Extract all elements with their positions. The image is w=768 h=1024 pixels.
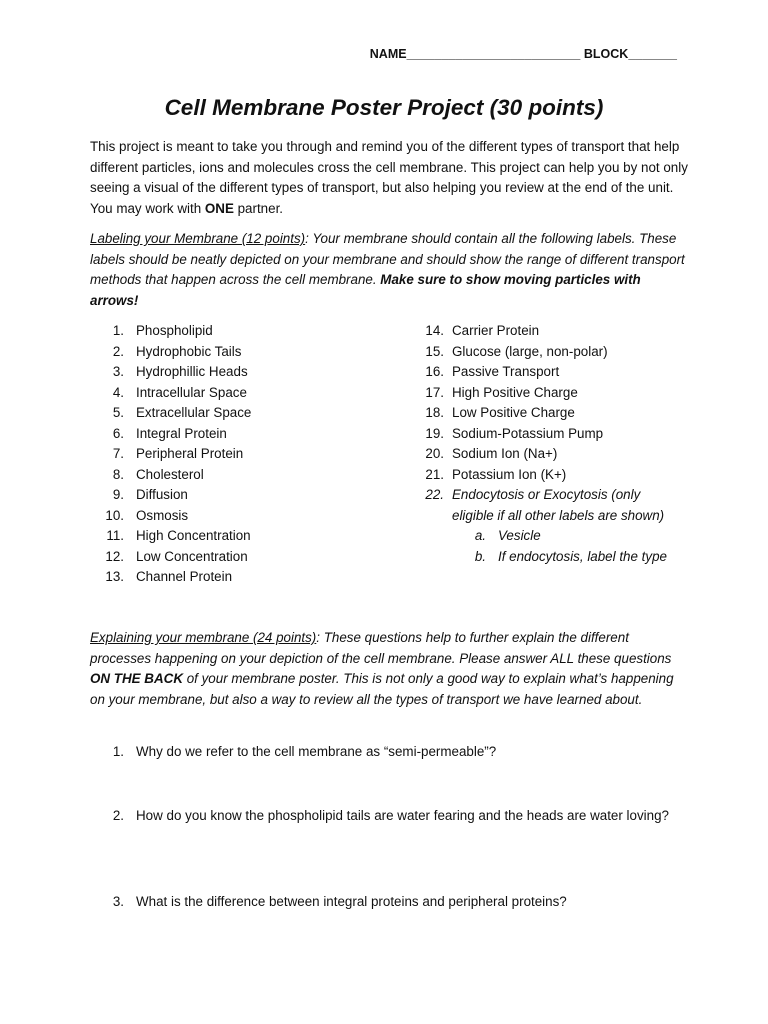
sub-item-letter: a.	[474, 528, 486, 543]
page-title: Cell Membrane Poster Project (30 points)	[164, 95, 604, 120]
list-item	[90, 526, 410, 547]
item-text: Low Concentration	[136, 548, 248, 564]
item-text: Passive Transport	[452, 364, 560, 379]
list-item	[394, 485, 704, 506]
sub-item-text: If endocytosis, label the type	[498, 548, 667, 564]
sub-list	[394, 526, 704, 567]
item-number: 14.	[425, 323, 444, 338]
labeling-paragraph	[90, 229, 690, 311]
item-number: 11.	[106, 528, 124, 543]
list-item	[90, 465, 410, 486]
list-item	[394, 424, 704, 445]
sub-list-item	[394, 526, 704, 547]
question-item	[90, 891, 690, 913]
item-text: Glucose (large, non-polar)	[452, 343, 608, 359]
sub-list-items	[394, 526, 704, 567]
item-text: Carrier Protein	[452, 323, 540, 338]
item-number: 2.	[112, 343, 124, 359]
list-item	[90, 506, 410, 527]
item-text: Extracellular Space	[136, 405, 252, 420]
name-blank: _________________________	[406, 47, 581, 61]
explaining-paragraph	[90, 628, 690, 710]
item-number: 1.	[112, 323, 124, 338]
labels-list-left	[90, 321, 410, 588]
item-number: 7.	[112, 446, 124, 461]
item-text: Channel Protein	[136, 569, 233, 584]
question-text: How do you know the phospholipid tails are water fearing and the heads are water loving?	[136, 808, 669, 823]
item-text: Hydrophillic Heads	[136, 364, 248, 379]
item-number: 9.	[112, 487, 124, 502]
list-item	[90, 444, 410, 465]
list-item	[90, 547, 410, 568]
labels-list-right	[394, 321, 704, 567]
item-number: 20.	[425, 446, 444, 461]
explaining-heading: Explaining your membrane (24 points)	[90, 630, 317, 645]
item-number: 5.	[112, 405, 124, 420]
question-item	[90, 741, 690, 763]
intro-bold: ONE	[204, 200, 234, 216]
item-number: 10.	[105, 507, 124, 523]
item-text: High Positive Charge	[452, 384, 578, 400]
sub-list-item	[394, 547, 704, 568]
explaining-text: : These questions help to further explain the different processes happening on your depiction of the cell membrane. Please answer ALL these questions	[90, 630, 672, 666]
labeling-text: : Your membrane should contain all the following labels. These labels should be neatly depicted on your membrane and should show the range of different transport methods that happen across the cell membrane.	[90, 231, 685, 287]
sub-item-text: Vesicle	[498, 528, 541, 543]
item-text: Low Positive Charge	[452, 405, 575, 420]
list-item	[90, 383, 410, 404]
item-number: 17.	[425, 384, 444, 400]
item-text: Potassium Ion (K+)	[452, 466, 567, 482]
list-item	[90, 362, 410, 383]
item-text: Diffusion	[136, 487, 188, 502]
item-number: 12.	[105, 548, 124, 564]
block-label: BLOCK	[583, 47, 629, 61]
list-item	[394, 362, 704, 383]
list-item	[90, 321, 410, 342]
item-number: 13.	[105, 569, 124, 584]
item-text: Cholesterol	[136, 466, 204, 482]
item-number: 22.	[425, 487, 444, 502]
list-item-continuation	[394, 506, 704, 527]
question-number: 1.	[112, 744, 124, 759]
item-number: 6.	[112, 425, 124, 441]
list-item	[90, 342, 410, 363]
item-text: Sodium Ion (Na+)	[452, 446, 558, 461]
list-item	[394, 403, 704, 424]
item-number: 21.	[425, 466, 444, 482]
item-text: Phospholipid	[136, 323, 213, 338]
item-text: Peripheral Protein	[136, 446, 244, 461]
explaining-bold: ON THE BACK	[90, 671, 183, 686]
item-number: 4.	[112, 384, 124, 400]
sub-item-letter: b.	[474, 548, 486, 564]
intro-text-end: partner.	[233, 200, 284, 216]
intro-text: This project is meant to take you through and remind you of the different types of transport that help different particles, ions and molecules cross the cell membrane. This project can help you by not only seeing a visual of the different types of transport, but also helping you review at the end of the unit. You may work with	[90, 139, 688, 216]
item-text-continued: eligible if all other labels are shown)	[452, 507, 665, 523]
explaining-text-end: of your membrane poster. This is not only a good way to explain what’s happening on your membrane, but also a way to review all the types of transport we have learned about.	[90, 671, 674, 707]
question-item	[90, 805, 690, 827]
question-number: 2.	[112, 808, 124, 823]
list-item	[394, 383, 704, 404]
item-number: 3.	[112, 364, 124, 379]
item-number: 19.	[425, 425, 444, 441]
question-text: What is the difference between integral proteins and peripheral proteins?	[136, 894, 567, 909]
list-item	[90, 485, 410, 506]
name-label: NAME	[369, 47, 407, 61]
item-text: Integral Protein	[136, 425, 227, 441]
item-text: Hydrophobic Tails	[136, 343, 242, 359]
list-item	[90, 567, 410, 588]
item-text: Osmosis	[136, 507, 189, 523]
item-text: Intracellular Space	[136, 384, 247, 400]
labeling-heading: Labeling your Membrane (12 points)	[90, 231, 306, 246]
intro-paragraph	[90, 137, 690, 219]
block-blank: _______	[628, 47, 677, 61]
item-number: 18.	[425, 405, 444, 420]
list-item	[394, 465, 704, 486]
item-text: High Concentration	[136, 528, 251, 543]
name-block-line	[370, 47, 677, 61]
labeling-bold: Make sure to show moving particles with arrows!	[90, 272, 641, 308]
list-item	[394, 342, 704, 363]
item-number: 16.	[425, 364, 444, 379]
item-text: Sodium-Potassium Pump	[452, 425, 604, 441]
item-number: 8.	[112, 466, 124, 482]
question-text: Why do we refer to the cell membrane as “semi-permeable”?	[136, 744, 497, 759]
question-number: 3.	[112, 894, 124, 909]
list-item	[90, 424, 410, 445]
list-item	[394, 444, 704, 465]
item-text: Endocytosis or Exocytosis (only	[452, 487, 641, 502]
list-item	[394, 321, 704, 342]
item-number: 15.	[425, 343, 444, 359]
list-item	[90, 403, 410, 424]
